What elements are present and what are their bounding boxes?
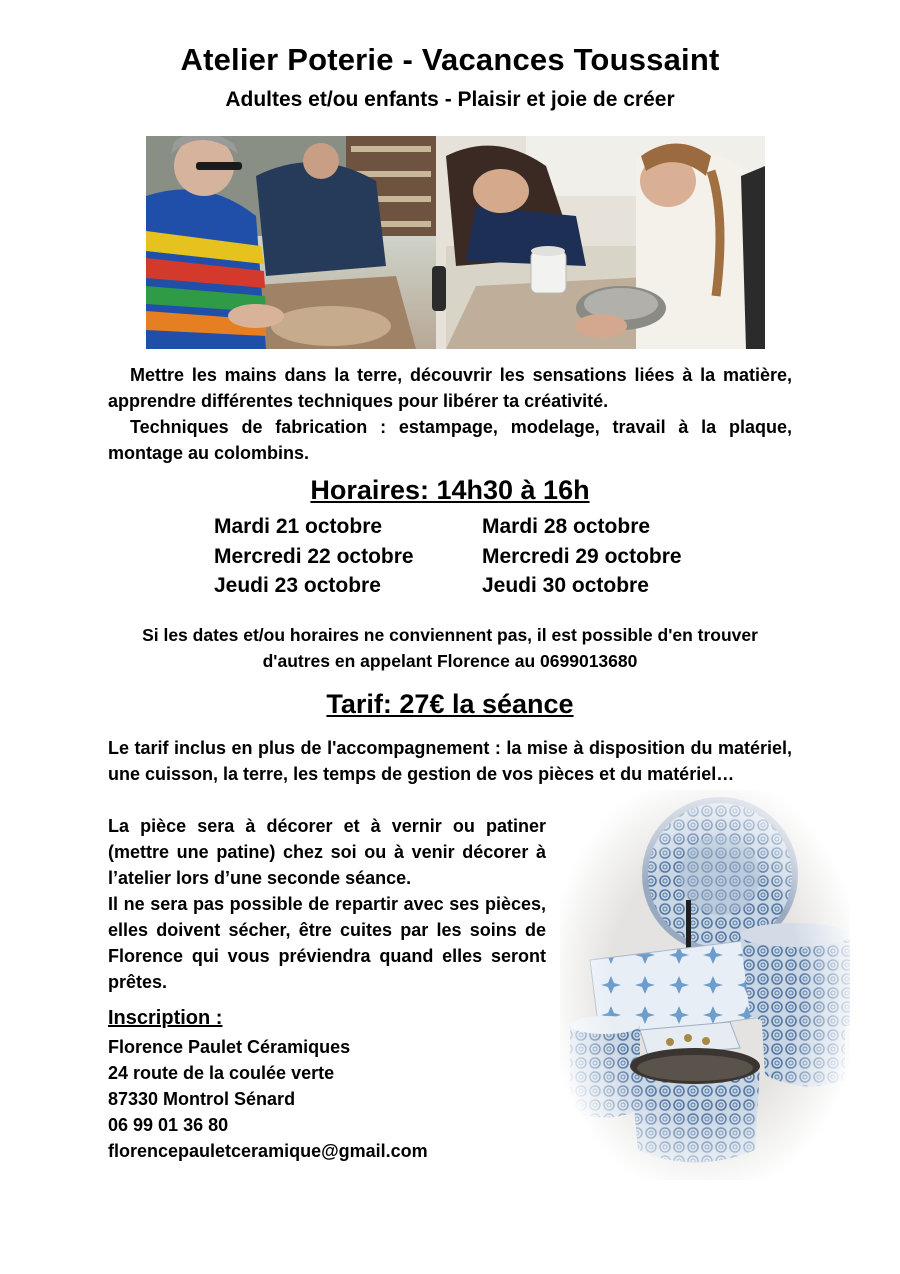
date-item: Jeudi 23 octobre (214, 574, 381, 597)
drying-paragraph: Il ne sera pas possible de repartir avec ses pièces, elles doivent sécher, être cuites par les soins de Florence qui vous préviendra quand elles seront prêtes. (108, 894, 546, 992)
page-subtitle: Adultes et/ou enfants - Plaisir et joie de créer (225, 88, 675, 111)
schedule-heading: Horaires: 14h30 à 16h (310, 475, 590, 505)
intro-text (108, 362, 792, 466)
contact-block (108, 1034, 428, 1164)
schedule-notice (0, 622, 900, 674)
date-item: Mardi 21 octobre (214, 515, 383, 538)
contact-email[interactable]: florencepauletceramique@gmail.com (108, 1141, 428, 1161)
ceramics-photo (560, 790, 850, 1180)
intro-paragraph: Mettre les mains dans la terre, découvrir les sensations liées à la matière, apprendre différentes techniques pour libérer ta créativité. (108, 365, 792, 411)
pricing-details (108, 813, 546, 995)
pricing-includes (108, 735, 792, 787)
date-item: Mardi 28 octobre (482, 515, 651, 538)
inscription-heading: Inscription : (108, 1007, 223, 1029)
pricing-heading: Tarif: 27€ la séance (326, 689, 574, 719)
date-item: Mercredi 22 octobre (214, 544, 414, 568)
contact-street: 24 route de la coulée verte (108, 1063, 335, 1083)
notice-line: Si les dates et/ou horaires ne conviennent pas, il est possible d'en trouver (142, 625, 758, 645)
date-item: Jeudi 30 octobre (482, 574, 649, 597)
workshop-photo (146, 136, 765, 349)
decoration-paragraph: La pièce sera à décorer et à vernir ou patiner (mettre une patine) chez soi ou à venir décorer à l’atelier lors d’une seconde séance. (108, 816, 546, 888)
contact-phone: 06 99 01 36 80 (108, 1115, 229, 1135)
contact-city: 87330 Montrol Sénard (108, 1089, 296, 1109)
includes-paragraph: Le tarif inclus en plus de l'accompagnement : la mise à disposition du matériel, une cuisson, la terre, les temps de gestion de vos pièces et du matériel… (108, 738, 792, 784)
notice-line: d'autres en appelant Florence au 0699013680 (262, 651, 638, 671)
contact-name: Florence Paulet Céramiques (108, 1037, 351, 1057)
techniques-paragraph: Techniques de fabrication : estampage, modelage, travail à la plaque, montage au colombins. (108, 417, 792, 463)
dates-week-2 (482, 512, 682, 601)
date-item: Mercredi 29 octobre (482, 544, 682, 568)
dates-week-1 (214, 512, 414, 601)
page-title: Atelier Poterie - Vacances Toussaint (180, 42, 720, 77)
